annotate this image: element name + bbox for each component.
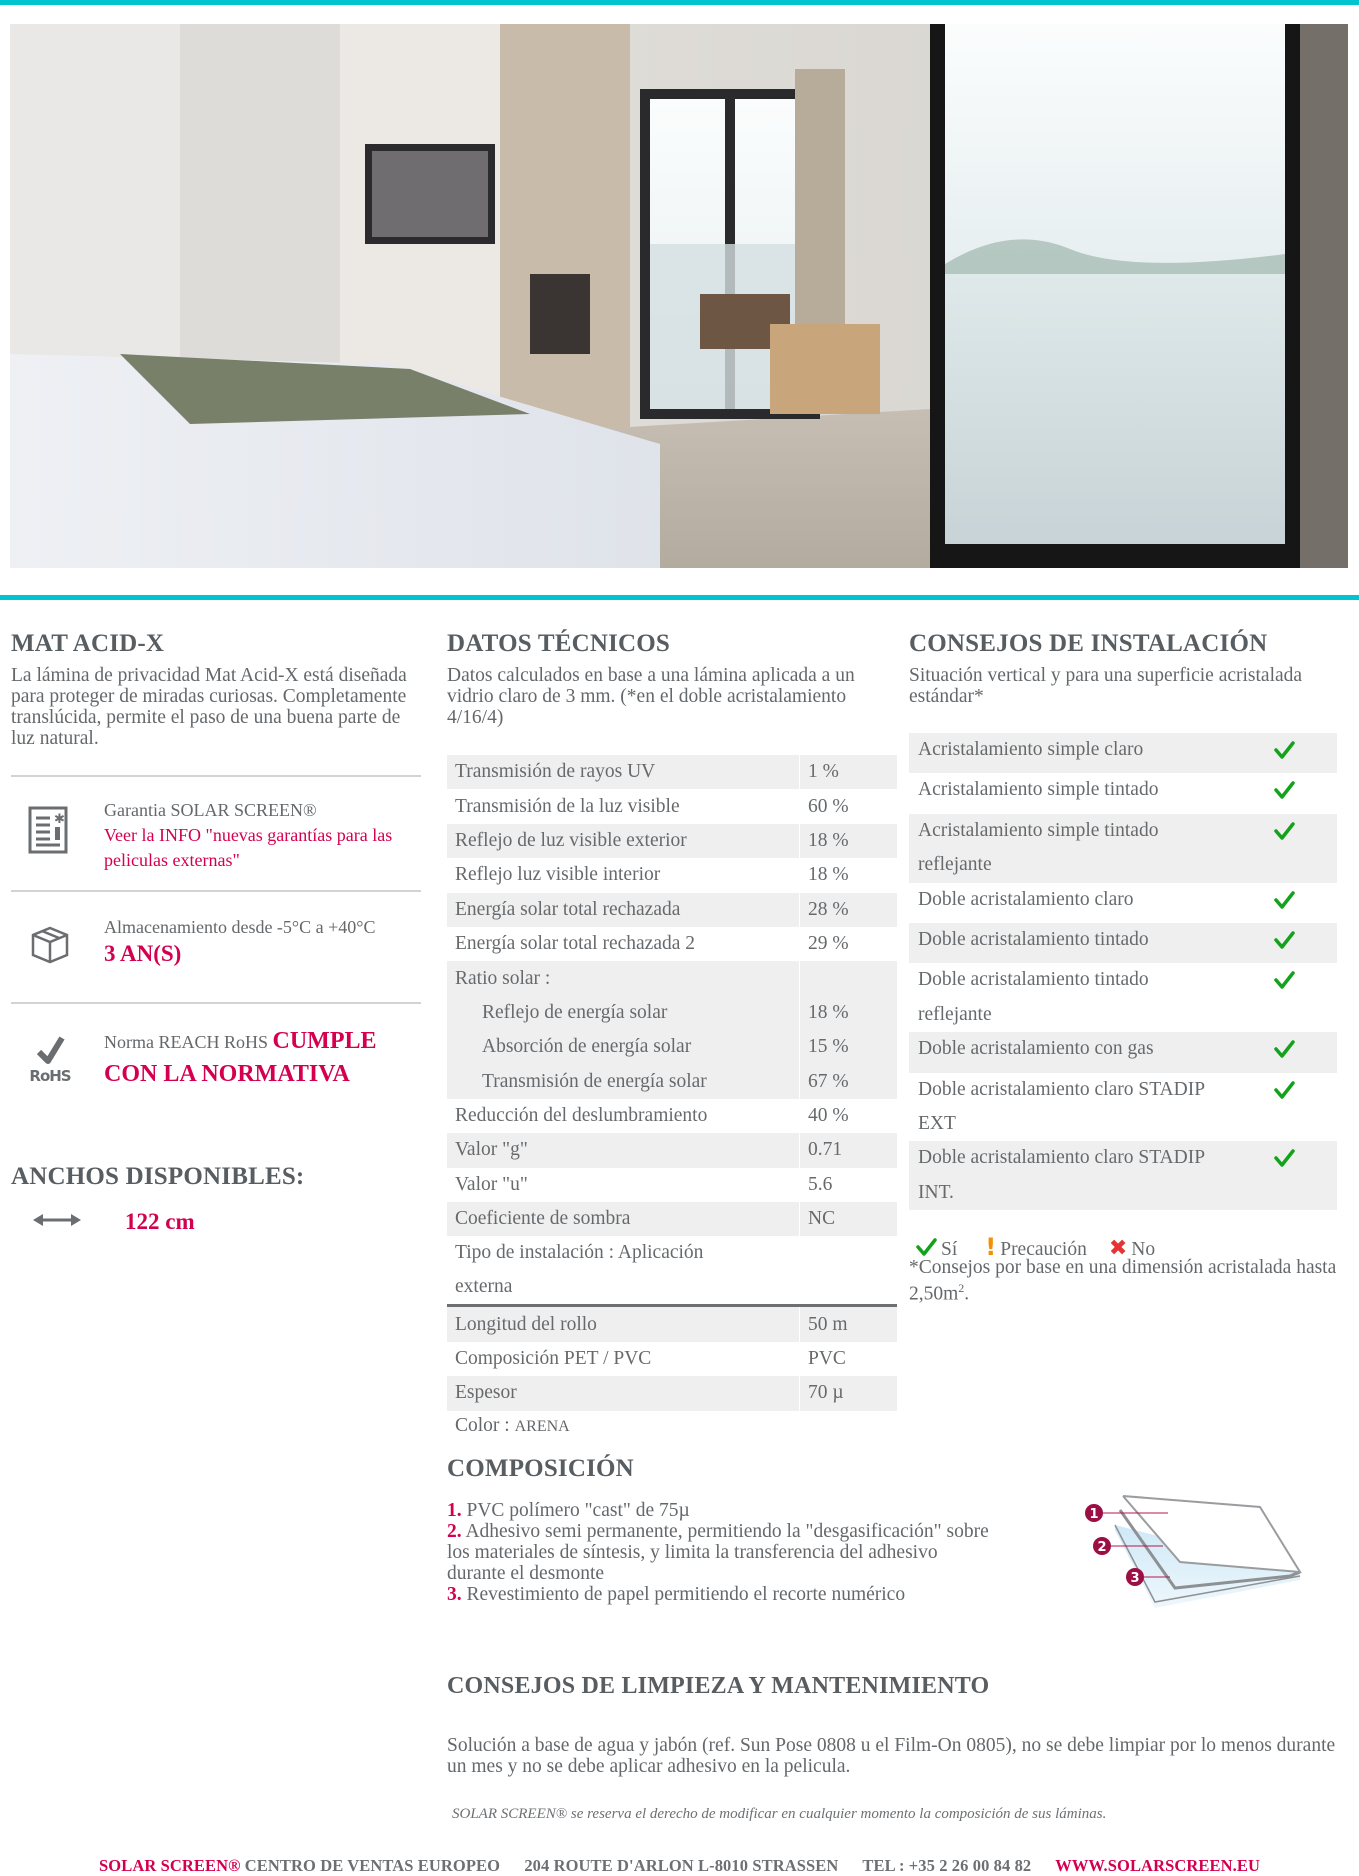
status-cell (1263, 814, 1337, 883)
rohs-compliance: CUMPLE CON LA NORMATIVA (104, 1028, 377, 1087)
status-cell (1263, 733, 1337, 773)
installation-note: *Consejos por base en una dimensión acristalada hasta $2,50m^2$. (909, 1257, 1337, 1305)
check-icon (1273, 969, 1295, 991)
table-row: Absorción de energía solar 15 % (447, 1030, 897, 1064)
status-cell (1263, 1141, 1337, 1210)
composition-item: 2. Adhesivo semi permanente, permitiendo la "desgasificación" sobre los materiales de síntesis, y limita la transferencia del adhesivo durante el desmonte (447, 1521, 989, 1584)
top-accent-bar (0, 0, 1359, 5)
composition-list (447, 1500, 997, 1605)
legend-caution: Precaución (1000, 1239, 1087, 1260)
certificate-icon (28, 806, 68, 846)
table-row: Ratio solar : (447, 961, 897, 995)
rohs-check-icon: RoHS (28, 1036, 72, 1083)
cleaning-title: CONSEJOS DE LIMPIEZA Y MANTENIMIENTO (447, 1673, 990, 1699)
installation-title: CONSEJOS DE INSTALACIÓN (909, 630, 1268, 657)
table-row: Reducción del deslumbramiento 40 % (447, 1099, 897, 1133)
check-icon (1273, 1079, 1295, 1101)
glazing-type: Doble acristalamiento claro STADIP INT. (909, 1141, 1263, 1210)
svg-text:3: 3 (1130, 1571, 1140, 1586)
composition-item: 3. Revestimiento de papel permitiendo el recorte numérico (447, 1584, 906, 1605)
disclaimer: SOLAR SCREEN® se reserva el derecho de modificar en cualquier momento la composición de sus láminas. (452, 1806, 1107, 1822)
feature-rohs (104, 1026, 424, 1092)
status-cell (1263, 1073, 1337, 1142)
divider (11, 775, 421, 777)
glazing-type: Doble acristalamiento con gas (909, 1032, 1263, 1072)
table-row (909, 814, 1337, 883)
table-row (909, 1141, 1337, 1210)
glazing-type: Doble acristalamiento tintado reflejante (918, 969, 1149, 1025)
technical-intro: Datos calculados en base a una lámina aplicada a un vidrio claro de 3 mm. (*en el doble acristalamiento 4/16/4) (447, 665, 855, 728)
product-title: MAT ACID-X (11, 630, 165, 657)
table-row: Tipo de instalación : Aplicación externa (447, 1236, 897, 1306)
product-description: La lámina de privacidad Mat Acid-X está diseñada para proteger de miradas curiosas. Completamente translúcida, permite el paso de una buena parte de luz natural. (11, 665, 407, 749)
check-icon (1273, 820, 1295, 842)
glazing-type: Acristalamiento simple claro (909, 733, 1263, 773)
svg-text:✱: ✱ (54, 812, 65, 827)
legend-yes: Sí (941, 1239, 958, 1260)
room-illustration (10, 24, 1348, 568)
feature-warranty (104, 798, 424, 873)
table-row: Valor "u" 5.6 (447, 1168, 897, 1202)
table-row: Transmisión de rayos UV 1 % (447, 755, 897, 789)
table-row: Reflejo de energía solar 18 % (447, 996, 897, 1030)
glazing-type: Doble acristalamiento claro STADIP EXT (918, 1078, 1205, 1135)
table-row (909, 733, 1337, 773)
legend-no: No (1131, 1239, 1156, 1260)
footer-phone: TEL : +35 2 26 00 84 82 (862, 1856, 1032, 1875)
status-cell (1263, 1032, 1337, 1072)
check-icon (1273, 889, 1295, 911)
check-icon (1273, 1038, 1295, 1060)
layer-label-3 (1126, 1568, 1144, 1586)
table-row: Composición PET / PVC PVC (447, 1342, 897, 1376)
table-row: Transmisión de la luz visible 60 % (447, 789, 897, 823)
svg-text:1: 1 (1089, 1507, 1099, 1522)
glazing-type: Doble acristalamiento tintado (909, 923, 1263, 963)
table-row: Valor "g" 0.71 (447, 1133, 897, 1167)
footer-address: 204 ROUTE D'ARLON L-8010 STRASSEN (524, 1856, 839, 1875)
double-arrow-icon (33, 1213, 81, 1232)
footer (0, 1856, 1359, 1876)
table-row: Reflejo luz visible interior 18 % (447, 858, 897, 892)
table-row (909, 883, 1337, 923)
hero-photo (10, 24, 1348, 568)
divider (11, 890, 421, 892)
table-row: Energía solar total rechazada 28 % (447, 893, 897, 927)
composition-title: COMPOSICIÓN (447, 1455, 634, 1482)
glazing-type: Acristalamiento simple tintado reflejante (909, 814, 1263, 883)
status-cell (1263, 883, 1337, 923)
widths-title: ANCHOS DISPONIBLES: (11, 1163, 305, 1190)
check-icon (1273, 779, 1295, 801)
table-row: Transmisión de energía solar 67 % (447, 1065, 897, 1099)
feature-warranty-label: Garantia SOLAR SCREEN® (104, 800, 317, 820)
table-row: Reflejo de luz visible exterior 18 % (447, 824, 897, 858)
glazing-type: Doble acristalamiento claro (918, 888, 1134, 910)
check-icon (1273, 739, 1295, 761)
table-row (909, 923, 1337, 963)
table-row: Espesor 70 µ (447, 1376, 897, 1410)
composition-item: 1. PVC polímero "cast" de 75µ (447, 1500, 690, 1521)
layer-label-1 (1085, 1504, 1103, 1522)
table-row (909, 963, 1337, 1032)
layer-label-2 (1093, 1537, 1111, 1555)
color-info (455, 1414, 570, 1439)
table-row (909, 1073, 1337, 1142)
cross-icon: ✖ (1108, 1236, 1128, 1261)
section-divider (0, 595, 1359, 600)
technical-title: DATOS TÉCNICOS (447, 630, 671, 657)
feature-rohs-label: Norma REACH RoHS (104, 1032, 273, 1052)
feature-storage (104, 915, 424, 969)
color-value: ARENA (514, 1418, 570, 1435)
status-cell (1263, 963, 1337, 1032)
check-icon (1273, 929, 1295, 951)
warranty-info-link[interactable]: Veer la INFO "nuevas garantías para las peliculas externas" (104, 825, 393, 870)
feature-storage-label: Almacenamiento desde -5°C a +40°C (104, 917, 376, 937)
table-row: Coeficiente de sombra NC (447, 1202, 897, 1236)
divider (11, 1002, 421, 1004)
table-row: Energía solar total rechazada 2 29 % (447, 927, 897, 961)
status-cell (1263, 773, 1337, 813)
table-row (909, 1032, 1337, 1072)
cleaning-text: Solución a base de agua y jabón (ref. Sun Pose 0808 u el Film-On 0805), no se debe limpiar por lo menos durante un mes y no se debe aplicar adhesivo en la pelicula. (447, 1735, 1336, 1777)
box-icon (30, 925, 70, 970)
footer-center: CENTRO DE VENTAS EUROPEO (244, 1856, 501, 1875)
caution-icon: ! (985, 1233, 997, 1261)
width-value: 122 cm (125, 1209, 195, 1234)
technical-table (447, 755, 897, 1411)
color-label: Color : (455, 1415, 515, 1436)
status-cell (1263, 923, 1337, 963)
storage-duration: 3 AN(S) (104, 941, 182, 966)
layer-diagram (1060, 1480, 1340, 1615)
check-icon (1273, 1147, 1295, 1169)
table-row: Longitud del rollo 50 m (447, 1306, 897, 1342)
footer-brand: SOLAR SCREEN® (99, 1856, 241, 1875)
glazing-type: Acristalamiento simple tintado (918, 779, 1159, 801)
table-row (909, 773, 1337, 813)
installation-intro: Situación vertical y para una superficie acristalada estándar* (909, 665, 1303, 707)
installation-table (909, 733, 1337, 1210)
check-icon (915, 1236, 937, 1258)
svg-text:2: 2 (1097, 1540, 1107, 1555)
footer-website-link[interactable]: WWW.SOLARSCREEN.EU (1055, 1856, 1260, 1875)
